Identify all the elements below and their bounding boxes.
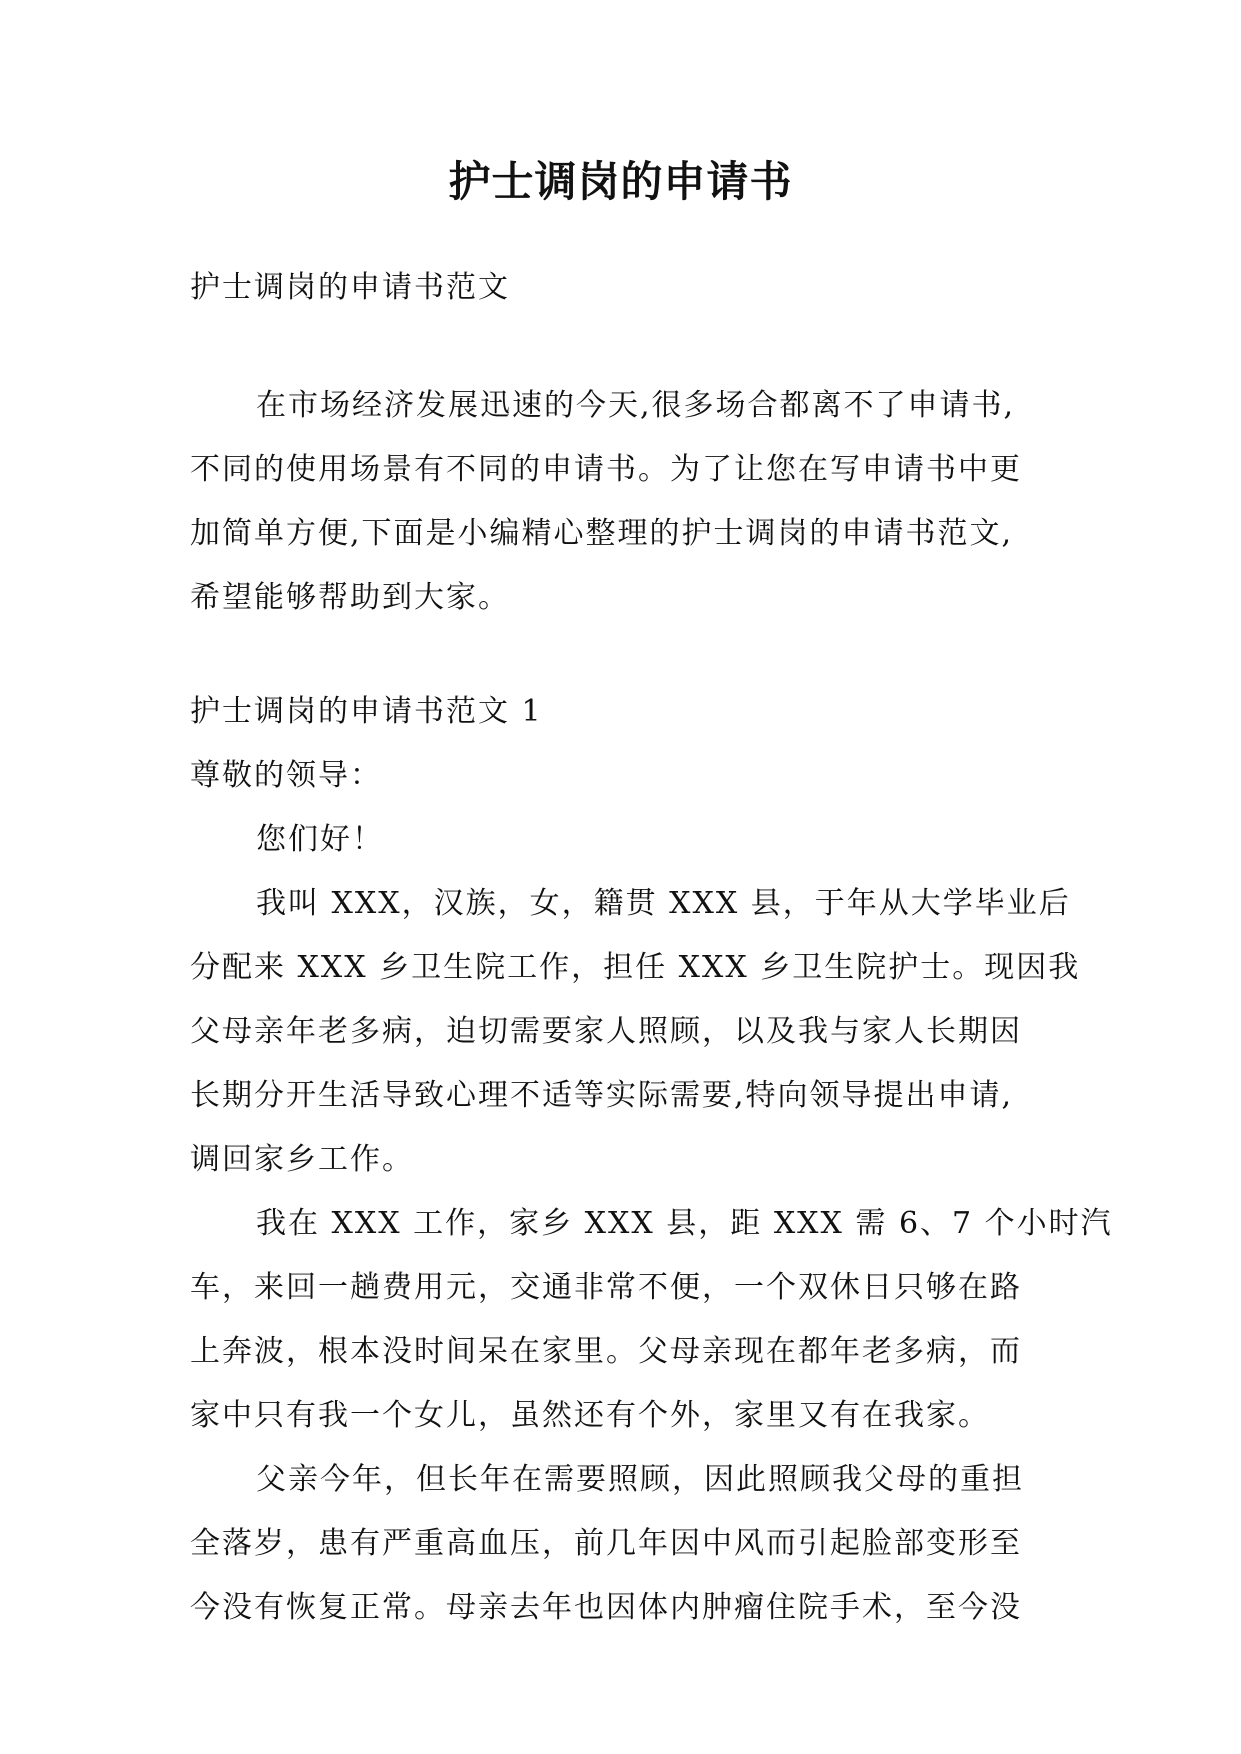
intro-line: 不同的使用场景有不同的申请书。为了让您在写申请书中更 (190, 452, 1022, 487)
paragraph-line: 父亲今年，但长年在需要照顾，因此照顾我父母的重担 (256, 1462, 1024, 1497)
paragraph-line: 全落岁，患有严重高血压，前几年因中风而引起脸部变形至 (190, 1526, 1022, 1561)
intro-line: 希望能够帮助到大家。 (190, 580, 510, 615)
paragraph-line: 分配来 XXX 乡卫生院工作，担任 XXX 乡卫生院护士。现因我 (190, 950, 1081, 985)
paragraph-line: 家中只有我一个女儿，虽然还有个外，家里又有在我家。 (190, 1398, 990, 1433)
document-title: 护士调岗的申请书 (448, 157, 793, 206)
spacer (190, 320, 1052, 374)
paragraph-line: 今没有恢复正常。母亲去年也因体内肿瘤住院手术，至今没 (190, 1590, 1022, 1625)
spacer (190, 630, 1052, 680)
greeting: 您们好！ (256, 822, 384, 857)
paragraph-1 (190, 872, 1081, 1192)
document-body (190, 256, 1113, 1640)
intro-line: 在市场经济发展迅速的今天,很多场合都离不了申请书, (256, 388, 1016, 423)
paragraph-line: 父母亲年老多病，迫切需要家人照顾，以及我与家人长期因 (190, 1014, 1022, 1049)
salutation: 尊敬的领导： (190, 758, 382, 793)
intro-line: 加简单方便,下面是小编精心整理的护士调岗的申请书范文, (190, 516, 1014, 551)
paragraph-line: 长期分开生活导致心理不适等实际需要,特向领导提出申请, (190, 1078, 1014, 1113)
paragraph-line: 我叫 XXX，汉族，女，籍贯 XXX 县，于年从大学毕业后 (256, 886, 1071, 921)
subtitle: 护士调岗的申请书范文 (190, 270, 510, 305)
paragraph-line: 上奔波，根本没时间呆在家里。父母亲现在都年老多病，而 (190, 1334, 1022, 1369)
paragraph-line: 车，来回一趟费用元，交通非常不便，一个双休日只够在路 (190, 1270, 1022, 1305)
paragraph-line: 调回家乡工作。 (190, 1142, 414, 1177)
paragraph-line: 我在 XXX 工作，家乡 XXX 县，距 XXX 需 6、7 个小时汽 (256, 1206, 1113, 1241)
intro-paragraph (190, 374, 1052, 630)
paragraph-3 (190, 1448, 1052, 1640)
section-heading: 护士调岗的申请书范文 1 (190, 694, 543, 729)
paragraph-2 (190, 1192, 1113, 1448)
